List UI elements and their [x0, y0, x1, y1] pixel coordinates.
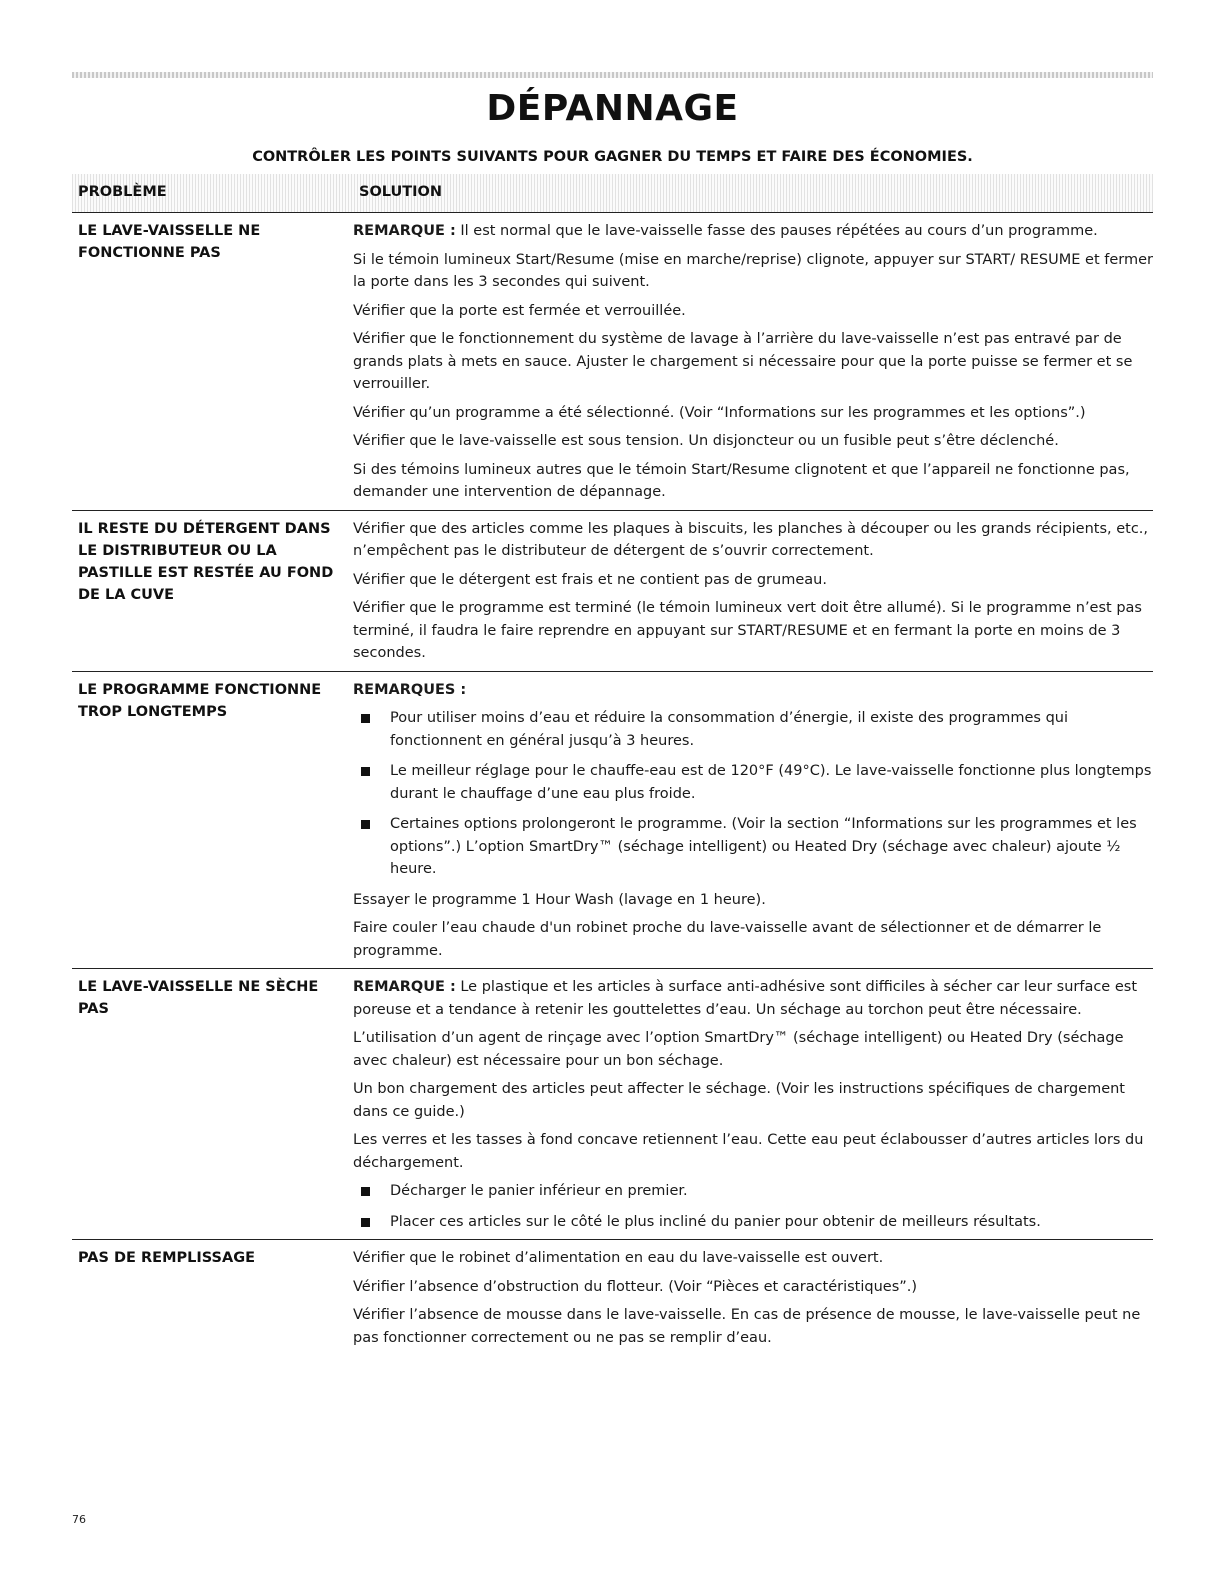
- solution-paragraph: Vérifier que la porte est fermée et verrouillée.: [353, 302, 686, 319]
- table-row: [72, 969, 1153, 1240]
- solution-paragraph: Vérifier que le détergent est frais et ne contient pas de grumeau.: [353, 571, 827, 588]
- square-bullet-icon: [361, 767, 370, 776]
- solution-paragraph: Vérifier qu’un programme a été sélectionné. (Voir “Informations sur les programmes et les options”.): [353, 404, 1086, 421]
- table-row: [72, 672, 1153, 970]
- solution-paragraph: Les verres et les tasses à fond concave retiennent l’eau. Cette eau peut éclabousser d’autres articles lors du déchargement.: [353, 1132, 1144, 1171]
- problem-cell: LE LAVE-VAISSELLE NE SÈCHE PAS: [78, 979, 319, 1017]
- bullet-item: Décharger le panier inférieur en premier.: [353, 1180, 1153, 1203]
- table-row: [72, 213, 1153, 511]
- remark-label: REMARQUE :: [353, 223, 456, 239]
- bullet-item: Placer ces articles sur le côté le plus incliné du panier pour obtenir de meilleurs résultats.: [353, 1211, 1153, 1234]
- square-bullet-icon: [361, 1218, 370, 1227]
- remarks-label: REMARQUES :: [353, 681, 467, 698]
- problem-cell: PAS DE REMPLISSAGE: [78, 1250, 256, 1266]
- page-subtitle: CONTRÔLER LES POINTS SUIVANTS POUR GAGNER DU TEMPS ET FAIRE DES ÉCONOMIES.: [252, 149, 973, 165]
- solution-paragraph: Vérifier que le lave-vaisselle est sous tension. Un disjoncteur ou un fusible peut s’être déclenché.: [353, 433, 1059, 449]
- solution-paragraph: REMARQUE : Il est normal que le lave-vaisselle fasse des pauses répétées au cours d’un programme.: [353, 223, 1098, 239]
- troubleshooting-table: [72, 213, 1153, 1355]
- table-header: [72, 174, 1153, 213]
- column-header-problem: PROBLÈME: [78, 184, 167, 200]
- square-bullet-icon: [361, 820, 370, 829]
- solution-paragraph: Vérifier l’absence d’obstruction du flotteur. (Voir “Pièces et caractéristiques”.): [353, 1278, 918, 1295]
- solution-paragraph: REMARQUE : Le plastique et les articles à surface anti-adhésive sont difficiles à sécher car leur surface est poreuse et a tendance à retenir les gouttelettes d’eau. Un séchage au torchon peut être nécessaire.: [353, 979, 1138, 1018]
- solution-paragraph: Si le témoin lumineux Start/Resume (mise en marche/reprise) clignote, appuyer sur START/ RESUME et fermer la porte dans les 3 secondes qui suivent.: [353, 251, 1153, 290]
- solution-cell: [353, 976, 1153, 1233]
- solution-paragraph: Vérifier que le programme est terminé (le témoin lumineux vert doit être allumé). Si le programme n’est pas terminé, il faudra le faire reprendre en appuyant sur START/RESUME et en fermant la porte en moins de 3 secondes.: [353, 600, 1142, 661]
- problem-cell: LE LAVE-VAISSELLE NE FONCTIONNE PAS: [78, 223, 261, 261]
- solution-cell: [353, 518, 1153, 665]
- solution-paragraph: Vérifier l’absence de mousse dans le lave-vaisselle. En cas de présence de mousse, le lave-vaisselle peut ne pas fonctionner correctement ou ne pas se remplir d’eau.: [353, 1307, 1141, 1346]
- solution-cell: [353, 1247, 1153, 1349]
- top-decorative-rule: [72, 72, 1153, 78]
- square-bullet-icon: [361, 1187, 370, 1196]
- remark-label: REMARQUE :: [353, 979, 456, 995]
- solution-paragraph: Un bon chargement des articles peut affecter le séchage. (Voir les instructions spécifiques de chargement dans ce guide.): [353, 1081, 1125, 1120]
- problem-cell: IL RESTE DU DÉTERGENT DANS LE DISTRIBUTEUR OU LA PASTILLE EST RESTÉE AU FOND DE LA CUVE: [78, 520, 334, 603]
- solution-paragraph: L’utilisation d’un agent de rinçage avec l’option SmartDry™ (séchage intelligent) ou Heated Dry (séchage avec chaleur) est nécessaire pour un bon séchage.: [353, 1030, 1124, 1069]
- solution-paragraph: Essayer le programme 1 Hour Wash (lavage en 1 heure).: [353, 891, 766, 908]
- solution-cell: [353, 220, 1153, 504]
- solution-paragraph: Vérifier que le robinet d’alimentation en eau du lave-vaisselle est ouvert.: [353, 1250, 884, 1266]
- table-row: [72, 1240, 1153, 1355]
- square-bullet-icon: [361, 714, 370, 723]
- solution-cell: [353, 679, 1153, 963]
- bullet-item: Pour utiliser moins d’eau et réduire la consommation d’énergie, il existe des programmes qui fonctionnent en général jusqu’à 3 heures.: [353, 707, 1153, 752]
- solution-paragraph: Vérifier que des articles comme les plaques à biscuits, les planches à découper ou les grands récipients, etc., n’empêchent pas le distributeur de détergent de s’ouvrir correctement.: [353, 520, 1149, 559]
- solution-paragraph: Faire couler l’eau chaude d'un robinet proche du lave-vaisselle avant de sélectionner et de démarrer le programme.: [353, 920, 1102, 959]
- solution-paragraph: Vérifier que le fonctionnement du système de lavage à l’arrière du lave-vaisselle n’est pas entravé par de grands plats à mets en sauce. Ajuster le chargement si nécessaire pour que la porte puisse se fermer et se verrouiller.: [353, 331, 1133, 392]
- page-title: DÉPANNAGE: [486, 88, 739, 129]
- bullet-item: Certaines options prolongeront le programme. (Voir la section “Informations sur les programmes et les options”.) L’option SmartDry™ (séchage intelligent) ou Heated Dry (séchage avec chaleur) ajoute ½ heure.: [353, 813, 1153, 881]
- problem-cell: LE PROGRAMME FONCTIONNE TROP LONGTEMPS: [78, 681, 322, 720]
- column-header-solution: SOLUTION: [359, 184, 443, 200]
- solution-paragraph: Si des témoins lumineux autres que le témoin Start/Resume clignotent et que l’appareil ne fonctionne pas, demander une intervention de dépannage.: [353, 461, 1130, 500]
- table-row: [72, 511, 1153, 672]
- bullet-item: Le meilleur réglage pour le chauffe-eau est de 120°F (49°C). Le lave-vaisselle fonctionne plus longtemps durant le chauffage d’une eau plus froide.: [353, 760, 1153, 805]
- page-number: 76: [72, 1513, 86, 1526]
